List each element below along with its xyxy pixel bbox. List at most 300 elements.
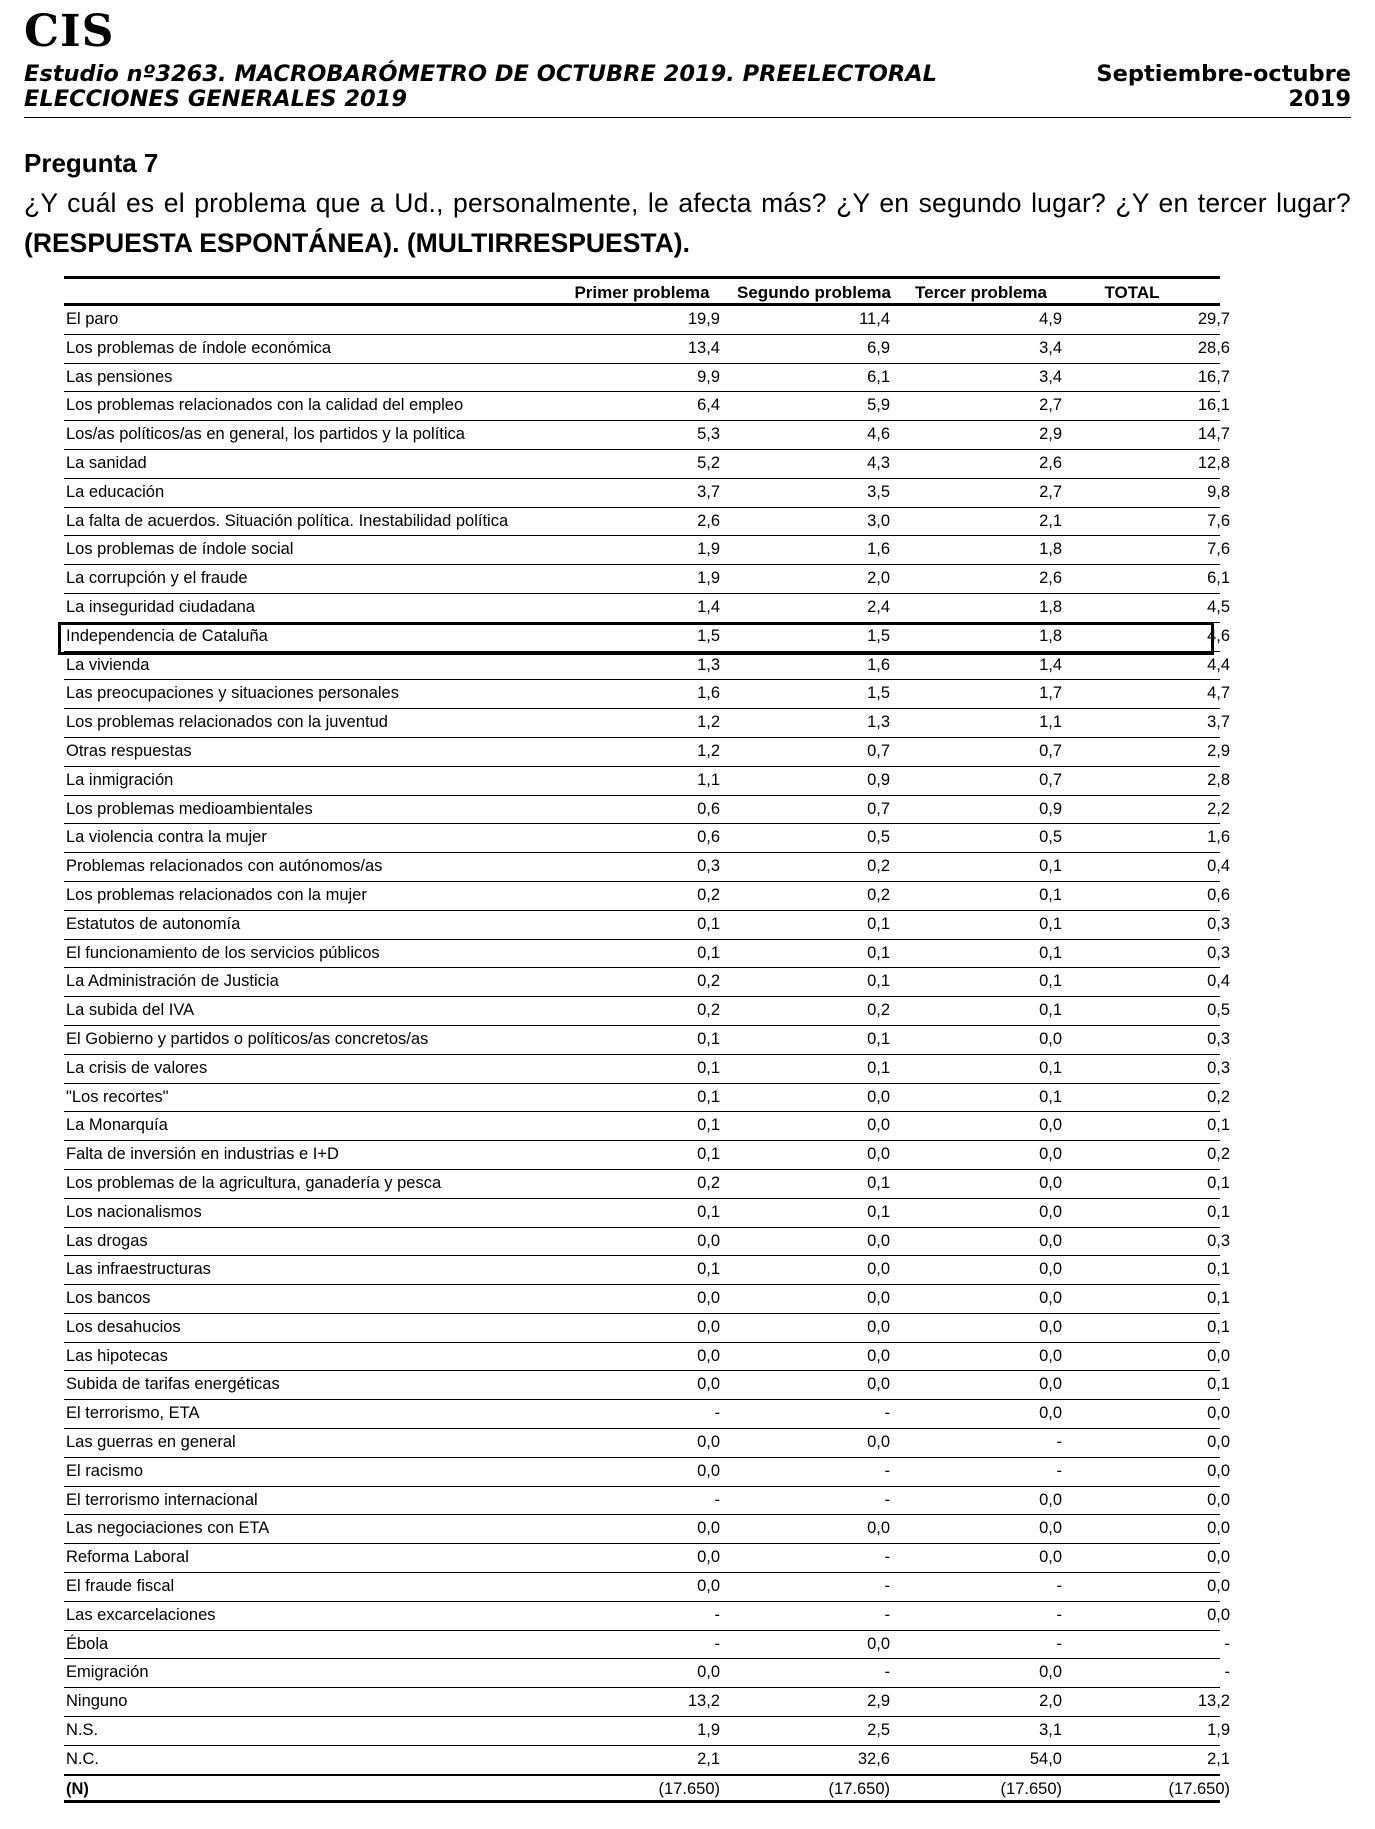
table-row	[64, 652, 1230, 681]
row-label: La inseguridad ciudadana	[66, 597, 255, 616]
table-row	[64, 421, 1230, 450]
value-first: 0,2	[697, 885, 720, 904]
value-second: 3,0	[867, 511, 890, 530]
value-second: 0,0	[867, 1346, 890, 1365]
row-label: El funcionamiento de los servicios públicos	[66, 943, 380, 962]
value-total: 0,0	[1207, 1548, 1230, 1567]
value-second: 1,3	[867, 713, 890, 732]
value-second: -	[884, 1663, 890, 1682]
row-label: Ninguno	[66, 1692, 128, 1711]
value-total: 2,1	[1207, 1749, 1230, 1768]
value-second: 0,0	[867, 1231, 890, 1250]
value-third: 0,0	[1039, 1173, 1062, 1192]
row-label: Las pensiones	[66, 367, 173, 386]
value-third: 0,0	[1039, 1116, 1062, 1135]
value-third: 0,1	[1039, 914, 1062, 933]
value-first: 0,2	[697, 972, 720, 991]
value-second: 0,0	[867, 1289, 890, 1308]
row-label: La falta de acuerdos. Situación política. Inestabilidad política	[66, 511, 509, 530]
row-label: Las infraestructuras	[66, 1260, 211, 1279]
value-third: 1,8	[1039, 540, 1062, 559]
n-second: (17.650)	[828, 1779, 890, 1798]
value-third: 2,1	[1039, 511, 1062, 530]
value-total: 0,0	[1207, 1605, 1230, 1624]
value-total: 2,2	[1207, 799, 1230, 818]
value-second: -	[884, 1548, 890, 1567]
value-total: 2,9	[1207, 741, 1230, 760]
row-label: El fraude fiscal	[66, 1577, 175, 1596]
value-total: 7,6	[1207, 540, 1230, 559]
table-row	[64, 1631, 1230, 1660]
value-total: 4,4	[1207, 655, 1230, 674]
value-second: 0,2	[867, 885, 890, 904]
value-total: 0,3	[1207, 1058, 1230, 1077]
row-label: Los desahucios	[66, 1317, 181, 1336]
row-label: Ébola	[66, 1634, 109, 1653]
value-first: 1,3	[697, 655, 720, 674]
value-total: 0,1	[1207, 1173, 1230, 1192]
value-first: 0,1	[697, 1116, 720, 1135]
value-third: 0,0	[1039, 1375, 1062, 1394]
value-second: 0,1	[867, 914, 890, 933]
row-label: Reforma Laboral	[66, 1548, 189, 1567]
row-label: Independencia de Cataluña	[66, 626, 268, 645]
value-total: 16,1	[1197, 396, 1230, 415]
value-total: 0,1	[1207, 1116, 1230, 1135]
row-label: Las guerras en general	[66, 1433, 236, 1452]
value-first: -	[714, 1404, 720, 1423]
value-second: 1,5	[867, 684, 890, 703]
value-second: 4,6	[867, 425, 890, 444]
value-second: 2,0	[867, 569, 890, 588]
table-row	[64, 1746, 1230, 1775]
value-third: 0,0	[1039, 1346, 1062, 1365]
value-second: 0,0	[867, 1519, 890, 1538]
row-label: Problemas relacionados con autónomos/as	[66, 857, 383, 876]
value-third: 3,1	[1039, 1721, 1062, 1740]
table-row	[64, 1314, 1230, 1343]
value-third: 0,0	[1039, 1490, 1062, 1509]
table-row	[64, 940, 1230, 969]
table-row	[64, 1688, 1230, 1717]
study-title: Estudio nº3263. MACROBARÓMETRO DE OCTUBRE 2019. PREELECTORAL ELECCIONES GENERALES 2019	[24, 61, 937, 112]
value-third: 2,7	[1039, 396, 1062, 415]
value-third: 3,4	[1039, 367, 1062, 386]
value-first: 1,9	[697, 540, 720, 559]
table-row	[64, 1256, 1230, 1285]
value-first: -	[714, 1634, 720, 1653]
value-third: 0,0	[1039, 1029, 1062, 1048]
value-first: 0,0	[697, 1289, 720, 1308]
value-first: 1,2	[697, 713, 720, 732]
value-first: 0,0	[697, 1577, 720, 1596]
value-second: 0,0	[867, 1433, 890, 1452]
value-total: 0,4	[1207, 857, 1230, 876]
table-row	[64, 1487, 1230, 1516]
value-second: 0,0	[867, 1317, 890, 1336]
table-row	[64, 997, 1230, 1026]
table-row	[64, 364, 1230, 393]
value-third: 0,0	[1039, 1519, 1062, 1538]
row-label: Los problemas de índole social	[66, 540, 294, 559]
value-total: 0,0	[1207, 1490, 1230, 1509]
value-first: 0,1	[697, 943, 720, 962]
row-label: La subida del IVA	[66, 1001, 195, 1020]
row-label: La inmigración	[66, 770, 174, 789]
row-label: Los nacionalismos	[66, 1202, 202, 1221]
value-third: 1,7	[1039, 684, 1062, 703]
value-third: 0,0	[1039, 1404, 1062, 1423]
row-label: N.C.	[66, 1749, 99, 1768]
value-total: 0,2	[1207, 1145, 1230, 1164]
value-second: 1,6	[867, 655, 890, 674]
table-row	[64, 796, 1230, 825]
value-second: 0,9	[867, 770, 890, 789]
value-first: 1,6	[697, 684, 720, 703]
column-header-third: Tercer problema	[915, 283, 1047, 302]
value-first: -	[714, 1490, 720, 1509]
row-label: Estatutos de autonomía	[66, 914, 241, 933]
value-first: 1,9	[697, 1721, 720, 1740]
row-label: La violencia contra la mujer	[66, 828, 267, 847]
row-label: Los problemas relacionados con la calidad del empleo	[66, 396, 464, 415]
n-total: (17.650)	[1168, 1779, 1230, 1798]
value-third: 0,1	[1039, 943, 1062, 962]
value-first: 13,2	[687, 1692, 720, 1711]
value-second: 0,1	[867, 1029, 890, 1048]
value-first: 0,1	[697, 1058, 720, 1077]
value-second: 5,9	[867, 396, 890, 415]
value-total: -	[1224, 1634, 1230, 1653]
value-first: 0,0	[697, 1433, 720, 1452]
value-first: 0,0	[697, 1519, 720, 1538]
table-row	[64, 1544, 1230, 1573]
value-total: 4,7	[1207, 684, 1230, 703]
table-row	[64, 536, 1230, 565]
value-first: 5,2	[697, 453, 720, 472]
value-first: 0,1	[697, 914, 720, 933]
value-second: 0,0	[867, 1145, 890, 1164]
value-third: -	[1056, 1605, 1062, 1624]
table-header	[64, 276, 1220, 306]
value-first: 19,9	[687, 310, 720, 328]
value-second: 0,1	[867, 943, 890, 962]
value-third: 0,1	[1039, 1001, 1062, 1020]
value-third: 54,0	[1029, 1749, 1062, 1768]
value-total: 12,8	[1197, 453, 1230, 472]
table-row	[64, 392, 1230, 421]
value-third: 0,0	[1039, 1548, 1062, 1567]
value-third: 1,4	[1039, 655, 1062, 674]
question-title: Pregunta 7	[24, 148, 159, 178]
column-header-first: Primer problema	[574, 283, 710, 302]
row-label: Emigración	[66, 1663, 149, 1682]
value-first: 0,3	[697, 857, 720, 876]
n-first: (17.650)	[658, 1779, 720, 1798]
value-second: 0,0	[867, 1634, 890, 1653]
table-row	[64, 1141, 1230, 1170]
value-third: 0,0	[1039, 1202, 1062, 1221]
value-first: 0,1	[697, 1029, 720, 1048]
value-first: 0,0	[697, 1548, 720, 1567]
value-second: 0,0	[867, 1087, 890, 1106]
value-total: 0,1	[1207, 1317, 1230, 1336]
n-label: (N)	[66, 1779, 89, 1798]
header-rule	[24, 117, 1351, 118]
value-second: 0,1	[867, 1202, 890, 1221]
value-second: 1,5	[867, 626, 890, 645]
value-second: -	[884, 1577, 890, 1596]
row-label: El terrorismo, ETA	[66, 1404, 200, 1423]
value-first: 0,1	[697, 1202, 720, 1221]
value-second: 0,1	[867, 1173, 890, 1192]
value-second: 2,4	[867, 597, 890, 616]
value-third: 0,1	[1039, 885, 1062, 904]
table-row	[64, 1228, 1230, 1257]
value-first: 0,6	[697, 828, 720, 847]
value-first: 0,0	[697, 1375, 720, 1394]
table-row	[64, 1084, 1230, 1113]
value-total: 0,3	[1207, 914, 1230, 933]
value-second: -	[884, 1461, 890, 1480]
value-first: 0,1	[697, 1260, 720, 1279]
row-label: El racismo	[66, 1461, 144, 1480]
value-third: 0,7	[1039, 741, 1062, 760]
table-row	[64, 306, 1230, 335]
value-second: 32,6	[857, 1749, 890, 1768]
value-third: 0,0	[1039, 1317, 1062, 1336]
value-second: 6,9	[867, 338, 890, 357]
value-total: 0,5	[1207, 1001, 1230, 1020]
value-third: 0,9	[1039, 799, 1062, 818]
table-row-n	[64, 1775, 1230, 1804]
table-row	[64, 1458, 1230, 1487]
value-second: -	[884, 1404, 890, 1423]
table-row	[64, 335, 1230, 364]
table-row	[64, 1285, 1230, 1314]
value-total: 0,3	[1207, 943, 1230, 962]
value-total: 1,9	[1207, 1721, 1230, 1740]
table-row	[64, 450, 1230, 479]
value-total: 28,6	[1197, 338, 1230, 357]
value-second: 3,5	[867, 482, 890, 501]
study-period: Septiembre-octubre 2019	[1096, 61, 1351, 112]
value-second: 0,0	[867, 1260, 890, 1279]
value-third: 0,0	[1039, 1289, 1062, 1308]
row-label: La corrupción y el fraude	[66, 569, 248, 588]
value-total: 0,3	[1207, 1231, 1230, 1250]
value-third: -	[1056, 1433, 1062, 1452]
row-label: Los problemas medioambientales	[66, 799, 313, 818]
table-row	[64, 911, 1230, 940]
value-third: 0,0	[1039, 1663, 1062, 1682]
value-first: 1,1	[697, 770, 720, 789]
value-total: 29,7	[1197, 310, 1230, 328]
row-label: N.S.	[66, 1721, 99, 1740]
value-total: 0,0	[1207, 1433, 1230, 1452]
value-second: 1,6	[867, 540, 890, 559]
value-first: 1,9	[697, 569, 720, 588]
value-second: 0,2	[867, 1001, 890, 1020]
row-label: Las drogas	[66, 1231, 148, 1250]
value-total: 14,7	[1197, 425, 1230, 444]
question-text: ¿Y cuál es el problema que a Ud., personalmente, le afecta más? ¿Y en segundo lugar? ¿Y en tercer lugar?	[24, 188, 1351, 218]
table-row	[64, 623, 1230, 652]
value-third: 2,7	[1039, 482, 1062, 501]
value-total: 2,8	[1207, 770, 1230, 789]
value-total: 0,3	[1207, 1029, 1230, 1048]
value-first: 0,0	[697, 1346, 720, 1365]
value-second: 0,1	[867, 972, 890, 991]
value-third: 4,9	[1039, 310, 1062, 328]
row-label: La crisis de valores	[66, 1058, 208, 1077]
value-first: -	[714, 1605, 720, 1624]
value-third: -	[1056, 1577, 1062, 1596]
table-row	[64, 853, 1230, 882]
table-row	[64, 767, 1230, 796]
table-row	[64, 738, 1230, 767]
table-row	[64, 1573, 1230, 1602]
value-total: 0,1	[1207, 1375, 1230, 1394]
row-label: Los problemas relacionados con la juventud	[66, 713, 388, 732]
value-first: 13,4	[687, 338, 720, 357]
value-first: 0,0	[697, 1231, 720, 1250]
value-total: 4,6	[1207, 626, 1230, 645]
row-label: La Monarquía	[66, 1116, 168, 1135]
value-third: 2,0	[1039, 1692, 1062, 1711]
value-total: 9,8	[1207, 482, 1230, 501]
value-second: 0,1	[867, 1058, 890, 1077]
table-row	[64, 709, 1230, 738]
row-label: El terrorismo internacional	[66, 1490, 258, 1509]
value-third: 0,5	[1039, 828, 1062, 847]
value-total: 0,0	[1207, 1519, 1230, 1538]
value-total: 3,7	[1207, 713, 1230, 732]
value-first: 3,7	[697, 482, 720, 501]
row-label: Los bancos	[66, 1289, 151, 1308]
value-first: 5,3	[697, 425, 720, 444]
value-first: 0,0	[697, 1461, 720, 1480]
value-first: 0,1	[697, 1145, 720, 1164]
value-first: 0,0	[697, 1317, 720, 1336]
row-label: La sanidad	[66, 453, 147, 472]
value-first: 0,2	[697, 1173, 720, 1192]
row-label: Las preocupaciones y situaciones personales	[66, 684, 399, 703]
value-third: 2,9	[1039, 425, 1062, 444]
value-third: 0,1	[1039, 857, 1062, 876]
value-third: 0,1	[1039, 972, 1062, 991]
value-second: 0,7	[867, 799, 890, 818]
value-third: 0,1	[1039, 1058, 1062, 1077]
value-second: -	[884, 1490, 890, 1509]
table-row	[64, 565, 1230, 594]
value-second: 0,2	[867, 857, 890, 876]
value-third: 0,0	[1039, 1260, 1062, 1279]
value-total: 4,5	[1207, 597, 1230, 616]
table-row	[64, 680, 1230, 709]
table-row	[64, 479, 1230, 508]
value-total: 16,7	[1197, 367, 1230, 386]
value-second: 2,9	[867, 1692, 890, 1711]
value-third: 0,0	[1039, 1145, 1062, 1164]
row-label: "Los recortes"	[66, 1087, 169, 1106]
table-row	[64, 1659, 1230, 1688]
value-first: 1,4	[697, 597, 720, 616]
table-row	[64, 1515, 1230, 1544]
table-row	[64, 1055, 1230, 1084]
value-second: 4,3	[867, 453, 890, 472]
value-total: 7,6	[1207, 511, 1230, 530]
n-third: (17.650)	[1000, 1779, 1062, 1798]
value-third: 0,1	[1039, 1087, 1062, 1106]
column-header-second: Segundo problema	[737, 283, 891, 302]
value-third: -	[1056, 1461, 1062, 1480]
value-third: -	[1056, 1634, 1062, 1653]
row-label: Los problemas relacionados con la mujer	[66, 885, 367, 904]
value-total: 1,6	[1207, 828, 1230, 847]
value-first: 9,9	[697, 367, 720, 386]
value-second: 0,7	[867, 741, 890, 760]
value-total: 0,0	[1207, 1404, 1230, 1423]
row-label: El Gobierno y partidos o políticos/as concretos/as	[66, 1029, 429, 1048]
value-first: 0,0	[697, 1663, 720, 1682]
value-second: 2,5	[867, 1721, 890, 1740]
value-total: -	[1224, 1663, 1230, 1682]
row-label: La Administración de Justicia	[66, 972, 279, 991]
row-label: Falta de inversión en industrias e I+D	[66, 1145, 339, 1164]
row-label: Los problemas de índole económica	[66, 338, 332, 357]
value-first: 0,1	[697, 1087, 720, 1106]
value-total: 6,1	[1207, 569, 1230, 588]
value-total: 0,0	[1207, 1346, 1230, 1365]
value-third: 2,6	[1039, 453, 1062, 472]
value-total: 0,6	[1207, 885, 1230, 904]
row-label: Subida de tarifas energéticas	[66, 1375, 280, 1394]
row-label: Las hipotecas	[66, 1346, 168, 1365]
value-first: 0,6	[697, 799, 720, 818]
value-third: 1,1	[1039, 713, 1062, 732]
table-row	[64, 1170, 1230, 1199]
question-note: (RESPUESTA ESPONTÁNEA). (MULTIRRESPUESTA).	[24, 228, 690, 258]
value-third: 2,6	[1039, 569, 1062, 588]
column-header-total: TOTAL	[1104, 283, 1160, 302]
table-row	[64, 1602, 1230, 1631]
table-row	[64, 1429, 1230, 1458]
table-row	[64, 824, 1230, 853]
row-label: Las negociaciones con ETA	[66, 1519, 270, 1538]
value-third: 0,0	[1039, 1231, 1062, 1250]
value-total: 0,2	[1207, 1087, 1230, 1106]
value-second: 0,0	[867, 1116, 890, 1135]
value-first: 0,2	[697, 1001, 720, 1020]
value-third: 1,8	[1039, 597, 1062, 616]
value-first: 1,5	[697, 626, 720, 645]
row-label: El paro	[66, 310, 119, 328]
row-label: Los/as políticos/as en general, los partidos y la política	[66, 425, 465, 444]
table-row	[64, 882, 1230, 911]
value-second: -	[884, 1605, 890, 1624]
value-first: 1,2	[697, 741, 720, 760]
value-third: 3,4	[1039, 338, 1062, 357]
value-total: 13,2	[1197, 1692, 1230, 1711]
value-second: 0,5	[867, 828, 890, 847]
results-table	[64, 276, 1230, 1803]
table-row	[64, 1343, 1230, 1372]
row-label: Otras respuestas	[66, 741, 192, 760]
value-first: 2,1	[697, 1749, 720, 1768]
value-total: 0,0	[1207, 1461, 1230, 1480]
row-label: La vivienda	[66, 655, 150, 674]
